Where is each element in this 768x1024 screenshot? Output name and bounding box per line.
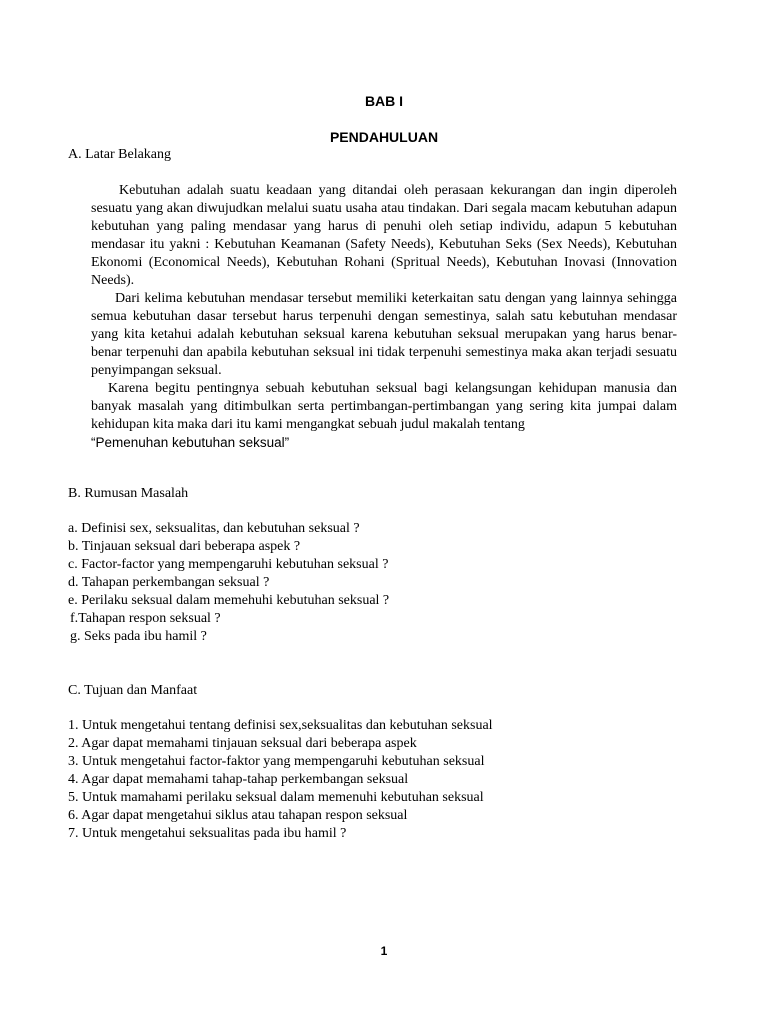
section-c-heading: C. Tujuan dan Manfaat [68, 683, 198, 698]
chapter-number: BAB I [364, 93, 404, 109]
section-c-list [68, 717, 493, 843]
section-a-body [91, 182, 677, 453]
section-b-heading: B. Rumusan Masalah [68, 486, 189, 501]
paragraph-3: Karena begitu pentingnya sebuah kebutuhan seksual bagi kelangsungan kehidupan manusia dan banyak masalah yang ditimbulkan serta pertimbangan-pertimbangan yang sering kita jumpai dalam kehidupan kita maka dari itu kami mengangkat sebuah judul makalah tentang [91, 381, 677, 432]
list-item: e. Perilaku seksual dalam memehuhi kebutuhan seksual ? [68, 593, 390, 608]
quoted-title [91, 434, 677, 453]
quote-text: “Pemenuhan kebutuhan seksual” [91, 435, 290, 450]
paragraph-2: Dari kelima kebutuhan mendasar tersebut memiliki keterkaitan satu dengan yang lainnya sehingga semua kebutuhan dasar tersebut harus terpenuhi dengan semestinya, salah satu kebutuhan mendasar yang kita ketahui adalah kebutuhan seksual karena kebutuhan seksual merupakan yang harus benar-benar terpenuhi dan apabila kebutuhan seksual ini tidak terpenuhi semestinya maka akan terjadi sesuatu penyimpangan seksual. [91, 291, 677, 378]
list-item: d. Tahapan perkembangan seksual ? [68, 575, 270, 590]
section-b-list [68, 520, 389, 646]
chapter-title: PENDAHULUAN [329, 129, 439, 145]
list-item: f.Tahapan respon seksual ? [70, 611, 221, 626]
list-item: 1. Untuk mengetahui tentang definisi sex,seksualitas dan kebutuhan seksual [68, 718, 493, 733]
section-a-heading: A. Latar Belakang [68, 147, 172, 162]
list-item: 3. Untuk mengetahui factor-faktor yang mempengaruhi kebutuhan seksual [68, 754, 485, 769]
list-item: 7. Untuk mengetahui seksualitas pada ibu hamil ? [68, 826, 347, 841]
list-item: g. Seks pada ibu hamil ? [70, 629, 207, 644]
list-item: 5. Untuk mamahami perilaku seksual dalam memenuhi kebutuhan seksual [68, 790, 484, 805]
list-item: b. Tinjauan seksual dari beberapa aspek ? [68, 539, 301, 554]
paragraph-1: Kebutuhan adalah suatu keadaan yang ditandai oleh perasaan kekurangan dan ingin diperoleh sesuatu yang akan diwujudkan melalui suatu usaha atau tindakan. Dari segala macam kebutuhan adapun kebutuhan yang paling mendasar yang harus di penuhi oleh setiap individu, adapun 5 kebutuhan mendasar itu yakni : Kebutuhan Keamanan (Safety Needs), Kebutuhan Seks (Sex Needs), Kebutuhan Ekonomi (Economical Needs), Kebutuhan Rohani (Spritual Needs), Kebutuhan Inovasi (Innovation Needs). [91, 183, 677, 288]
list-item: 6. Agar dapat mengetahui siklus atau tahapan respon seksual [68, 808, 408, 823]
list-item: c. Factor-factor yang mempengaruhi kebutuhan seksual ? [68, 557, 389, 572]
list-item: 4. Agar dapat memahami tahap-tahap perkembangan seksual [68, 772, 409, 787]
list-item: a. Definisi sex, seksualitas, dan kebutuhan seksual ? [68, 521, 360, 536]
list-item: 2. Agar dapat memahami tinjauan seksual dari beberapa aspek [68, 736, 417, 751]
page-number: 1 [380, 944, 388, 958]
